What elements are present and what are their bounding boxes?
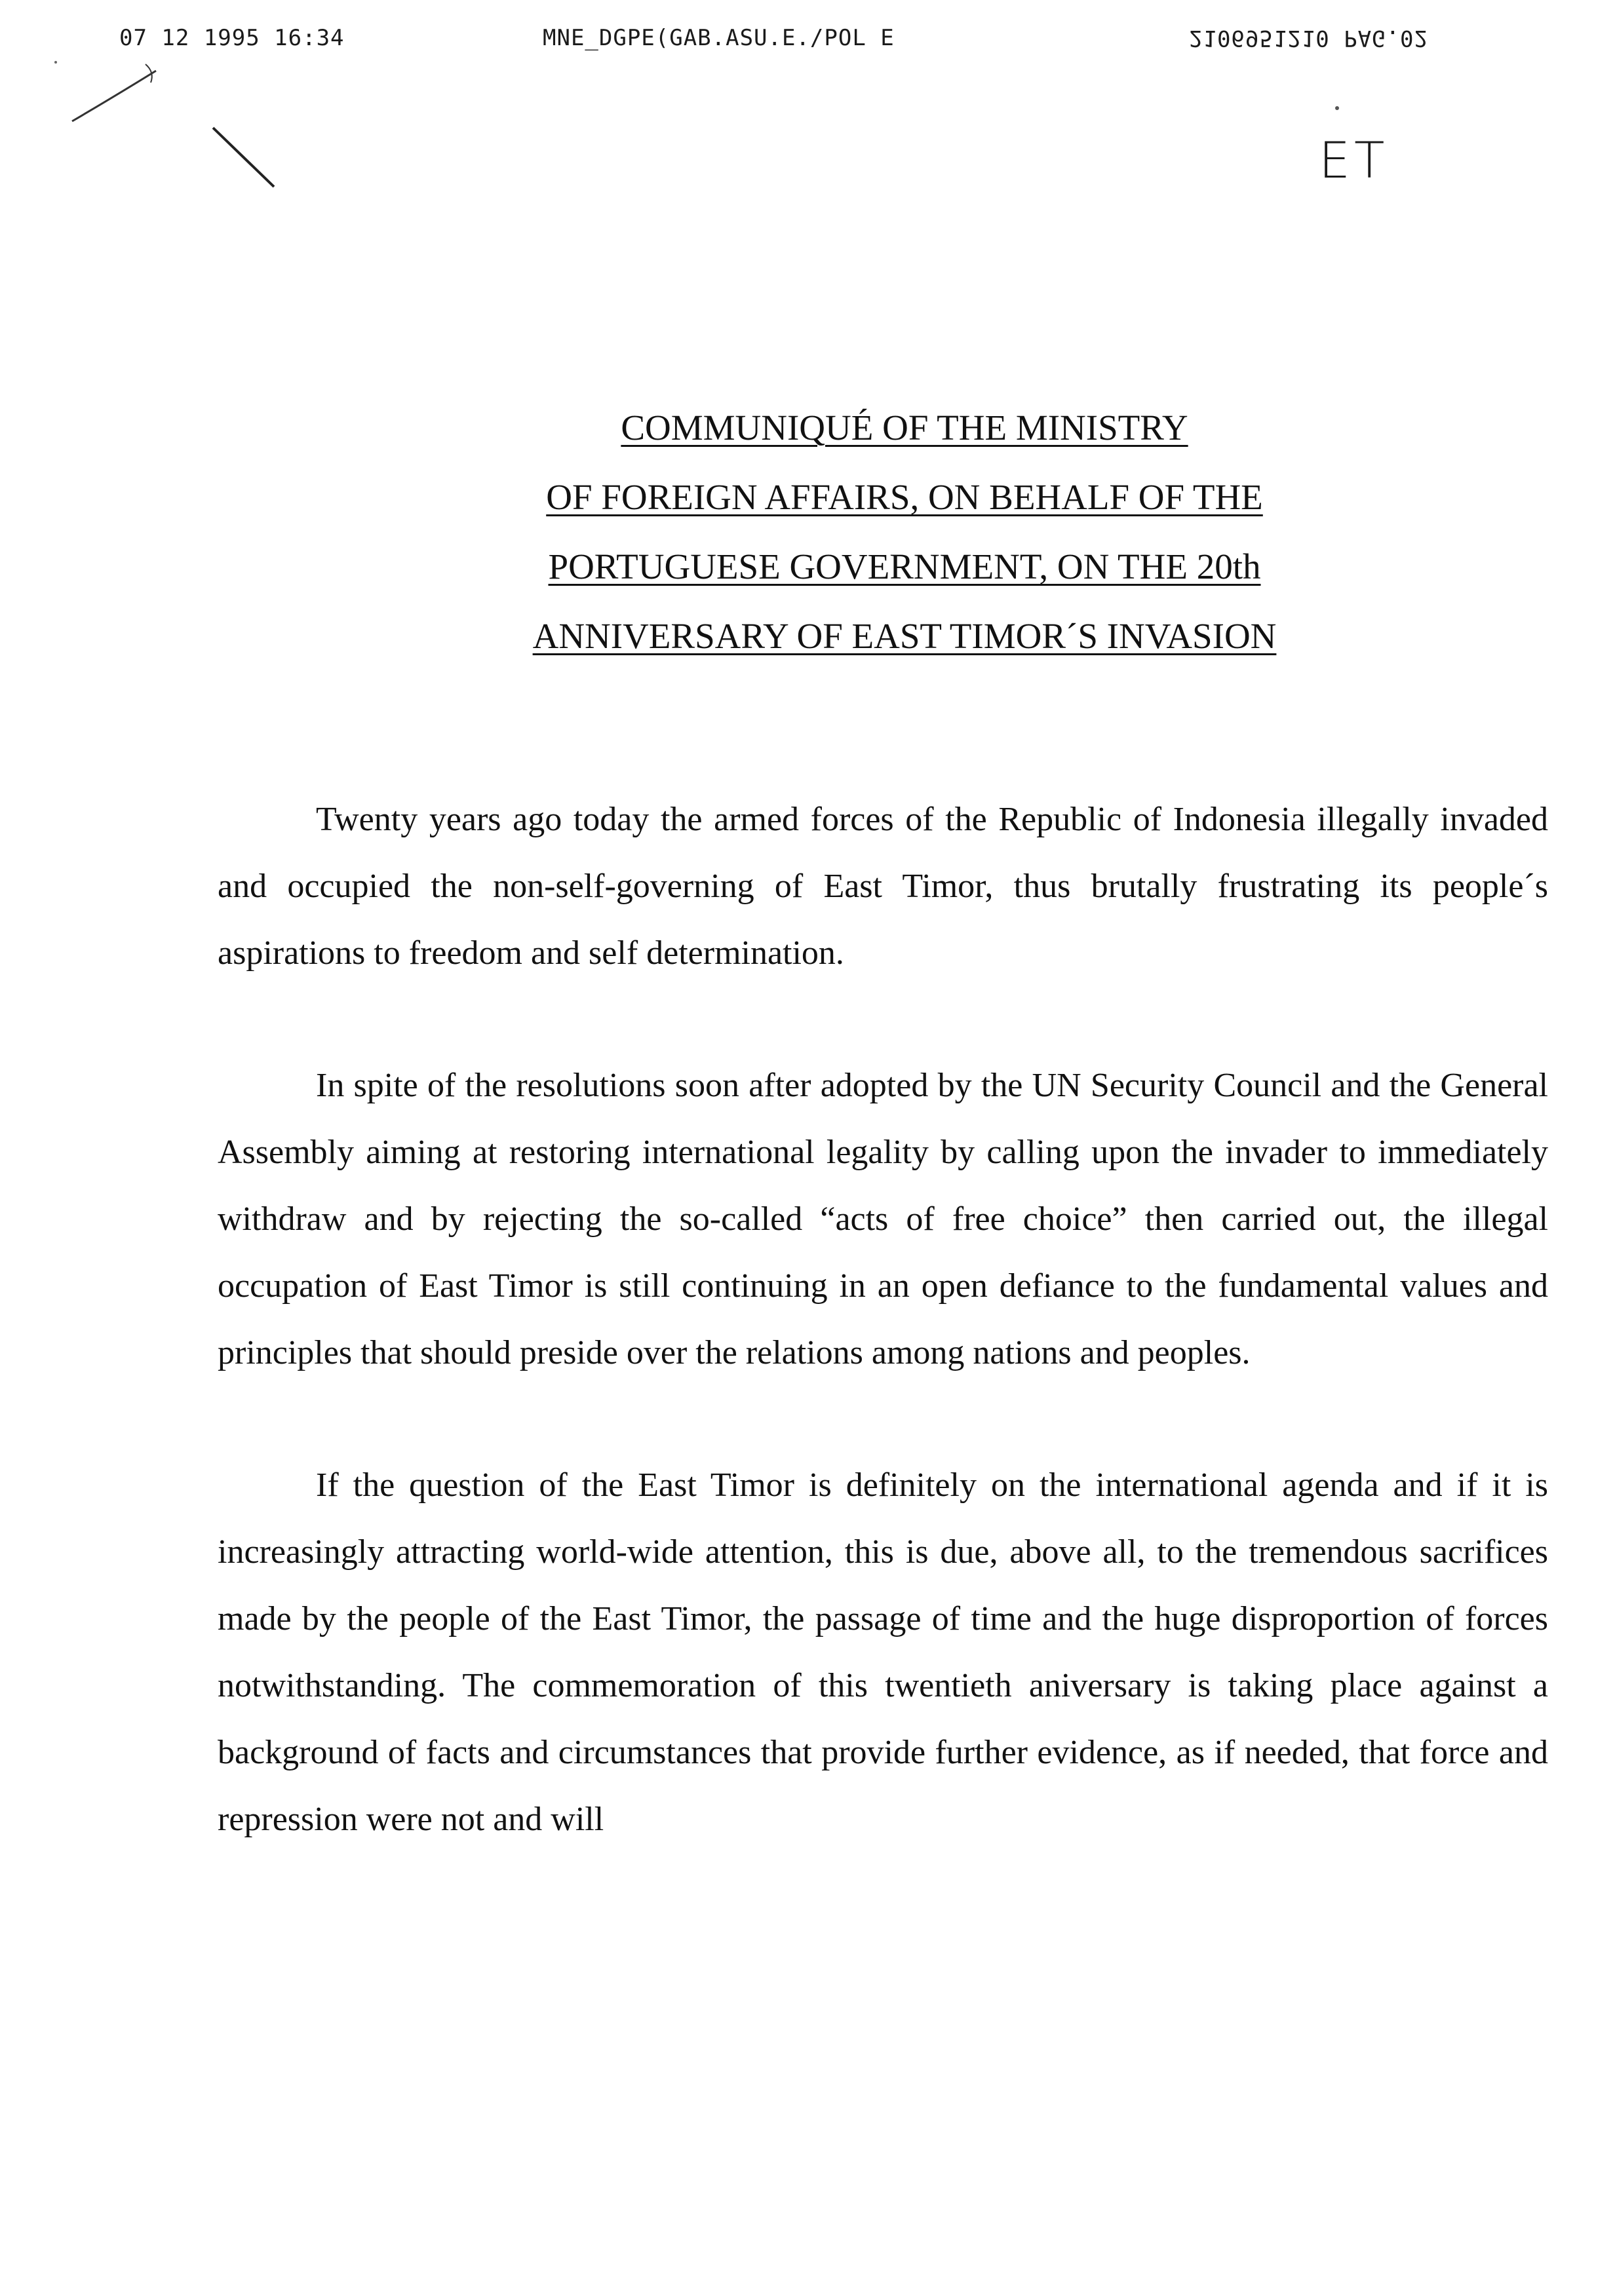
pen-stroke-diagonal [213, 128, 274, 187]
pen-stroke-top-left [72, 71, 156, 121]
speck-mark [54, 61, 57, 64]
fax-datetime: 07 12 1995 16:34 [119, 25, 345, 51]
speck-mark [1335, 106, 1339, 110]
title-line: PORTUGUESE GOVERNMENT, ON THE 20th [548, 546, 1261, 586]
title-line: COMMUNIQUÉ OF THE MINISTRY [621, 408, 1188, 448]
document-body [218, 786, 1548, 1919]
title-line: OF FOREIGN AFFAIRS, ON BEHALF OF THE [546, 477, 1263, 517]
title-line: ANNIVERSARY OF EAST TIMOR´S INVASION [532, 616, 1277, 656]
pen-stroke-tick [146, 64, 152, 83]
fax-header [0, 25, 1615, 58]
fax-page-info: 2106951210 PAG.02 [1189, 25, 1428, 51]
fax-sender: MNE_DGPE(GAB.ASU.E./POL E [543, 25, 895, 51]
paragraph: In spite of the resolutions soon after adopted by the UN Security Council and the General Assembly aiming at restoring international legality by calling upon the invader to immediately withdraw and by rejecting the so-called “acts of free choice” then carried out, the illegal occupation of East Timor is still continuing in an open defiance to the fundamental values and principles that should preside over the relations among nations and peoples. [218, 1067, 1548, 1371]
document-title [459, 393, 1350, 671]
paragraph: If the question of the East Timor is definitely on the international agenda and if it is increasingly attracting world-wide attention, this is due, above all, to the tremendous sacrifices made by the people of the East Timor, the passage of time and the huge disproportion of forces notwithstanding. The commemoration of this twentieth aniversary is taking place against a background of facts and circumstances that provide further evidence, as if needed, that force and repression were not and will [218, 1466, 1548, 1838]
paragraph: Twenty years ago today the armed forces of the Republic of Indonesia illegally invaded and occupied the non-self-governing of East Timor, thus brutally frustrating its people´s aspirations to freedom and self determination. [218, 801, 1548, 972]
handwritten-tag: ET [1319, 131, 1389, 189]
